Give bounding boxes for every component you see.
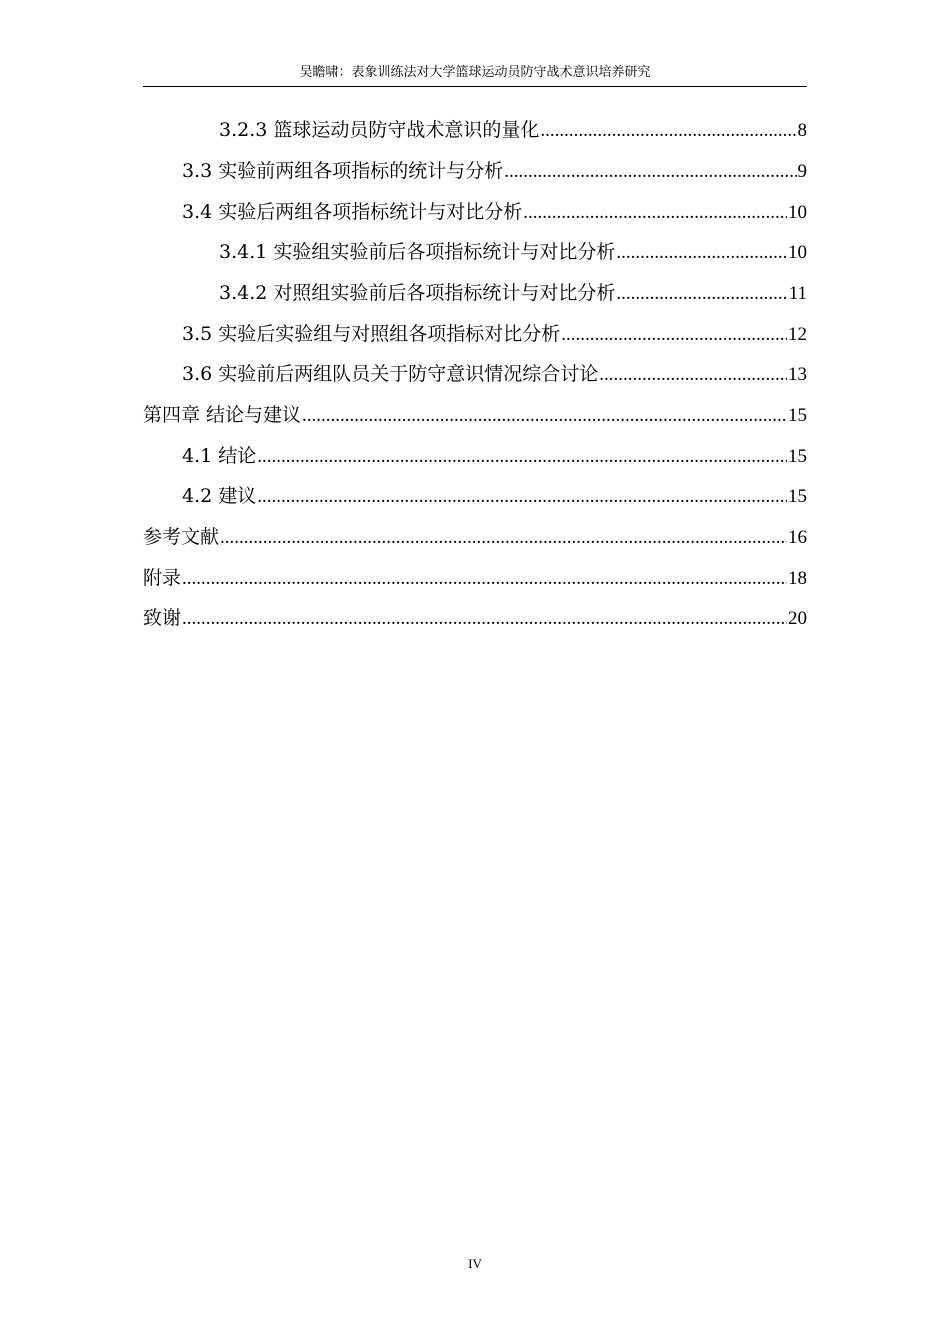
toc-entry[interactable] <box>182 314 807 354</box>
toc-entry-page: 15 <box>788 405 807 426</box>
toc-leader-dots <box>182 599 787 639</box>
toc-entry-chapter[interactable] <box>143 395 807 435</box>
toc-entry[interactable] <box>182 192 807 232</box>
toc-entry-page: 20 <box>788 608 807 629</box>
toc-entry-page: 9 <box>797 161 807 182</box>
toc-entry-chapter[interactable] <box>143 517 807 557</box>
toc-leader-dots <box>504 152 796 192</box>
toc-entry-page: 10 <box>788 242 807 263</box>
toc-entry[interactable] <box>182 436 807 476</box>
toc-entry-page: 8 <box>797 120 807 141</box>
toc-entry[interactable] <box>219 232 807 272</box>
toc-entry-title: 参考文献 <box>143 526 220 548</box>
toc-leader-dots <box>523 193 787 233</box>
toc-entry-chapter[interactable] <box>143 558 807 598</box>
toc-entry-page: 16 <box>788 527 807 548</box>
page-number: IV <box>468 1256 482 1271</box>
toc-entry-page: 15 <box>788 446 807 467</box>
toc-leader-dots <box>257 437 787 477</box>
toc-entry-title: 3.3 实验前两组各项指标的统计与分析 <box>182 160 504 182</box>
toc-entry-title: 3.6 实验前后两组队员关于防守意识情况综合讨论 <box>182 363 599 385</box>
toc-leader-dots <box>540 111 796 151</box>
toc-entry-title: 4.2 建议 <box>182 485 257 507</box>
toc-entry-title: 致谢 <box>143 607 182 629</box>
toc-entry[interactable] <box>219 110 807 150</box>
toc-leader-dots <box>302 396 787 436</box>
toc-entry-title: 3.5 实验后实验组与对照组各项指标对比分析 <box>182 323 561 345</box>
toc-entry-page: 11 <box>788 283 807 304</box>
toc-entry-title: 3.2.3 篮球运动员防守战术意识的量化 <box>219 119 540 141</box>
toc-leader-dots <box>599 355 787 395</box>
toc-entry-title: 3.4.1 实验组实验前后各项指标统计与对比分析 <box>219 241 616 263</box>
toc-entry-title: 3.4 实验后两组各项指标统计与对比分析 <box>182 201 523 223</box>
toc-leader-dots <box>220 518 787 558</box>
running-header: 吴瞻啸：表象训练法对大学篮球运动员防守战术意识培养研究 <box>299 65 651 80</box>
toc-entry[interactable] <box>182 354 807 394</box>
toc-leader-dots <box>182 559 787 599</box>
toc-entry[interactable] <box>182 476 807 516</box>
toc-leader-dots <box>257 477 787 517</box>
toc-entry-title: 第四章 结论与建议 <box>143 404 302 426</box>
toc-entry-title: 4.1 结论 <box>182 445 257 467</box>
toc-leader-dots <box>616 274 787 314</box>
toc-entry-page: 15 <box>788 486 807 507</box>
toc-entry[interactable] <box>182 151 807 191</box>
toc-entry-page: 13 <box>788 364 807 385</box>
toc-entry-title: 3.4.2 对照组实验前后各项指标统计与对比分析 <box>219 282 616 304</box>
toc-leader-dots <box>616 233 787 273</box>
toc-entry-page: 18 <box>788 568 807 589</box>
toc-entry[interactable] <box>219 273 807 313</box>
toc-entry-title: 附录 <box>143 567 182 589</box>
toc-entry-chapter[interactable] <box>143 598 807 638</box>
header-rule <box>143 86 807 87</box>
toc-entry-page: 10 <box>788 202 807 223</box>
toc-leader-dots <box>561 315 787 355</box>
toc-entry-page: 12 <box>788 324 807 345</box>
